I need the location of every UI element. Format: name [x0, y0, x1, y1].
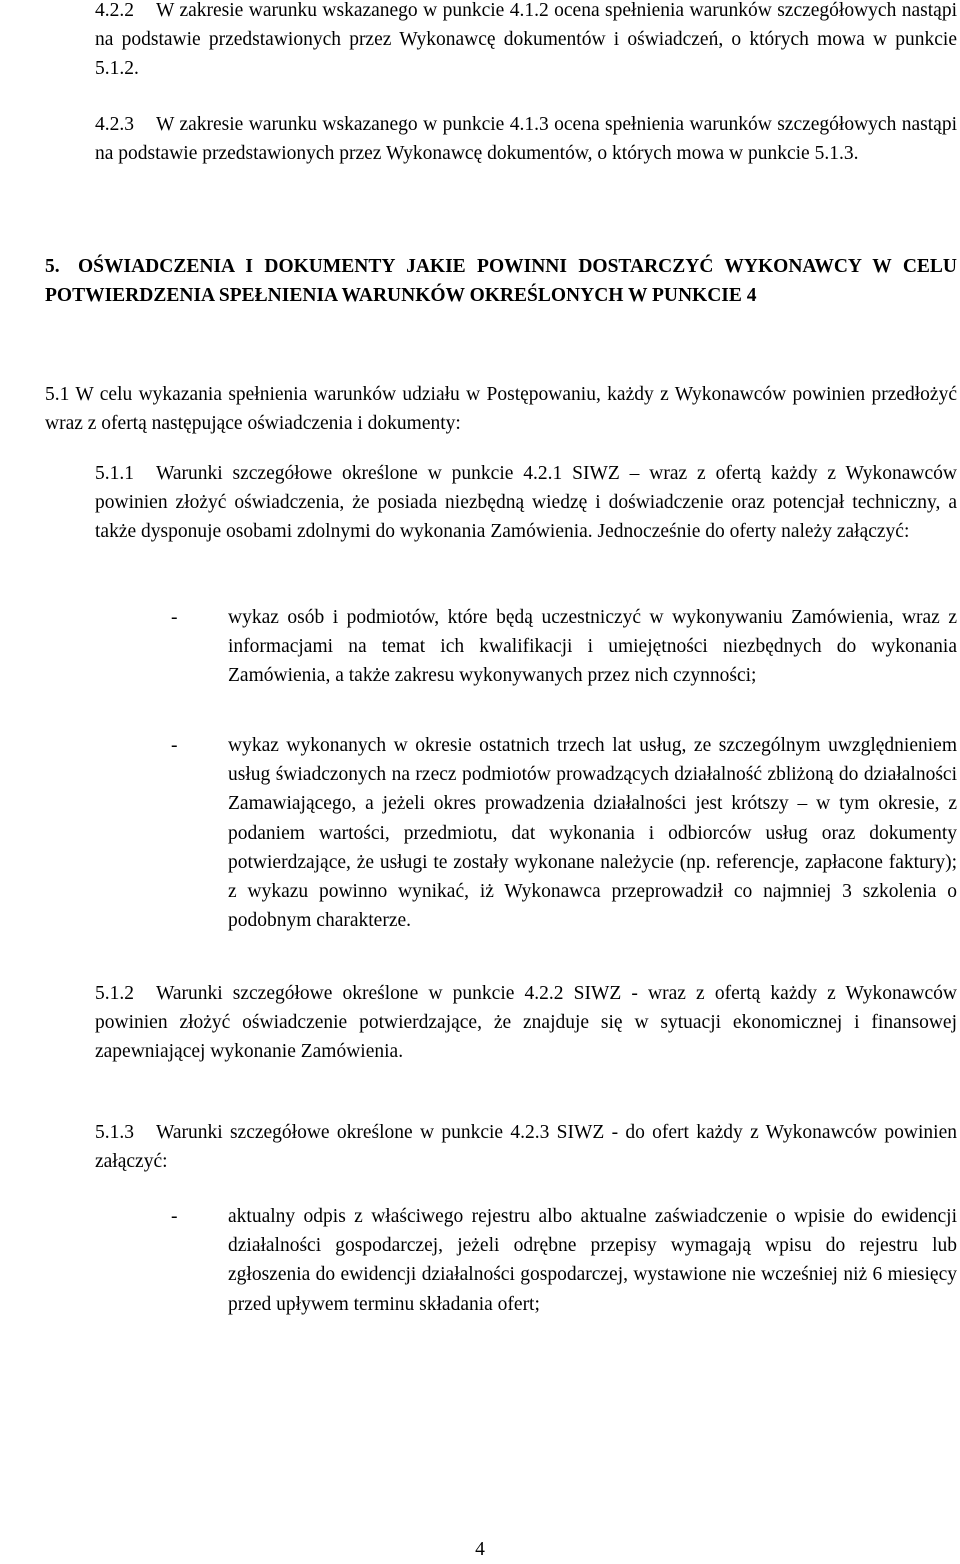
paragraph-text: W celu wykazania spełnienia warunków udziału w Postępowaniu, każdy z Wykonawców powinien przedłożyć wraz z ofertą następujące oświadczenia i dokumenty:: [45, 384, 957, 435]
list-item: [171, 731, 957, 935]
paragraph-number: 5.1.1: [95, 463, 134, 484]
paragraph-5-1-2: [95, 979, 957, 1067]
paragraph-number: 5.1.3: [95, 1122, 134, 1143]
section-number: 5.: [45, 256, 60, 277]
paragraph-number: 4.2.2: [95, 0, 134, 21]
paragraph-text: W zakresie warunku wskazanego w punkcie 4.1.3 ocena spełnienia warunków szczegółowych nastąpi na podstawie przedstawionych przez Wykonawcę dokumentów, o których mowa w punkcie 5.1.3.: [95, 114, 957, 165]
paragraph-number: 4.2.3: [95, 114, 134, 135]
paragraph-5-1-1: [95, 459, 957, 547]
list-item: [171, 1202, 957, 1319]
list-dash: -: [171, 1206, 178, 1227]
section-title: OŚWIADCZENIA I DOKUMENTY JAKIE POWINNI DOSTARCZYĆ WYKONAWCY W CELU POTWIERDZENIA SPEŁNIENIA WARUNKÓW OKREŚLONYCH W PUNKCIE 4: [45, 256, 957, 307]
section-heading: [45, 252, 957, 310]
paragraph-4-2-3: [95, 110, 957, 168]
paragraph-text: Warunki szczegółowe określone w punkcie 4.2.1 SIWZ – wraz z ofertą każdy z Wykonawców powinien złożyć oświadczenia, że posiada niezbędną wiedzę i doświadczenie oraz potencjał techniczny, a także dysponuje osobami zdolnymi do wykonania Zamówienia. Jednocześnie do oferty należy załączyć:: [95, 463, 957, 543]
paragraph-4-2-2: [95, 0, 957, 84]
list-item-text: aktualny odpis z właściwego rejestru albo aktualne zaświadczenie o wpisie do ewidencji działalności gospodarczej, jeżeli odrębne przepisy wymagają wpisu do rejestru lub zgłoszenia do ewidencji działalności gospodarczej, wystawione nie wcześniej niż 6 miesięcy przed upływem terminu składania ofert;: [228, 1206, 957, 1315]
paragraph-5-1-3: [95, 1118, 957, 1176]
paragraph-number: 5.1.2: [95, 983, 134, 1004]
paragraph-5-1: [45, 380, 957, 438]
paragraph-text: Warunki szczegółowe określone w punkcie 4.2.3 SIWZ - do ofert każdy z Wykonawców powinien załączyć:: [95, 1122, 957, 1173]
page-number: 4: [475, 1539, 485, 1560]
list-item-text: wykaz wykonanych w okresie ostatnich trzech lat usług, ze szczególnym uwzględnieniem usług świadczonych na rzecz podmiotów prowadzących działalność zbliżoną do działalności Zamawiającego, a jeżeli okres prowadzenia działalności jest krótszy – w tym okresie, z podaniem wartości, przedmiotu, dat wykonania i odbiorców usług oraz dokumenty potwierdzające, że usługi te zostały wykonane należycie (np. referencje, zapłacone faktury); z wykazu powinno wynikać, iż Wykonawca przeprowadził co najmniej 3 szkolenia o podobnym charakterze.: [228, 735, 957, 932]
list-dash: -: [171, 735, 178, 756]
paragraph-number: 5.1: [45, 384, 70, 405]
list-item: [171, 603, 957, 691]
paragraph-text: W zakresie warunku wskazanego w punkcie 4.1.2 ocena spełnienia warunków szczegółowych nastąpi na podstawie przedstawionych przez Wykonawcę dokumentów i oświadczeń, o których mowa w punkcie 5.1.2.: [95, 0, 957, 80]
list-dash: -: [171, 607, 178, 628]
paragraph-text: Warunki szczegółowe określone w punkcie 4.2.2 SIWZ - wraz z ofertą każdy z Wykonawców powinien złożyć oświadczenie potwierdzające, że znajduje się w sytuacji ekonomicznej i finansowej zapewniającej wykonanie Zamówienia.: [95, 983, 957, 1063]
list-item-text: wykaz osób i podmiotów, które będą uczestniczyć w wykonywaniu Zamówienia, wraz z informacjami na temat ich kwalifikacji i umiejętności niezbędnych do wykonania Zamówienia, a także zakresu wykonywanych przez nich czynności;: [228, 607, 957, 687]
